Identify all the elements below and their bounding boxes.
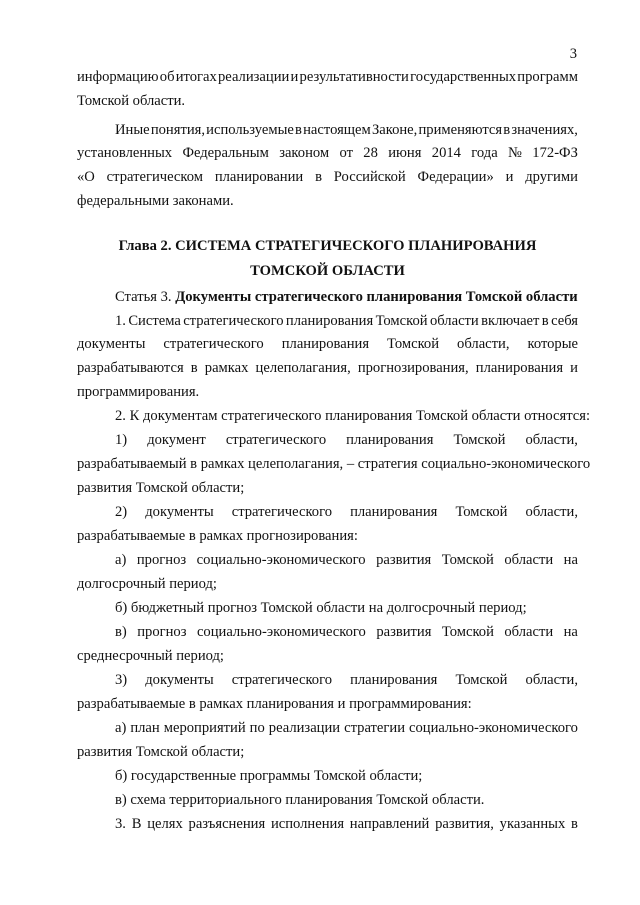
word: которые bbox=[527, 336, 578, 352]
word: Федерации» bbox=[417, 169, 494, 185]
text-line: федеральными законами. bbox=[77, 193, 234, 209]
word: стратегического bbox=[225, 432, 327, 448]
text-line: Томской области. bbox=[77, 93, 186, 109]
word: 3. bbox=[115, 816, 126, 832]
word: об bbox=[159, 69, 175, 85]
word: развития, bbox=[435, 816, 494, 832]
word: результативности bbox=[299, 69, 409, 85]
word: области bbox=[429, 313, 479, 329]
article-title: Документы стратегического планирования Томской области bbox=[175, 289, 578, 305]
word: государственных bbox=[410, 69, 517, 85]
word: Томской bbox=[455, 504, 508, 520]
word: Федеральным bbox=[182, 145, 269, 161]
word: по bbox=[249, 720, 265, 736]
text-line bbox=[115, 719, 578, 737]
text-line: б) бюджетный прогноз Томской области на долгосрочный период; bbox=[115, 600, 527, 616]
word: области bbox=[504, 552, 554, 568]
word: области, bbox=[457, 336, 510, 352]
text-line: б) государственные программы Томской области; bbox=[115, 768, 423, 784]
word: развития bbox=[376, 624, 432, 640]
word: используемые bbox=[206, 122, 294, 138]
word: Томской bbox=[441, 552, 494, 568]
word: направлений bbox=[349, 816, 430, 832]
word: планирования bbox=[350, 504, 438, 520]
article-prefix: Статья 3. bbox=[115, 289, 172, 305]
word: план bbox=[130, 720, 160, 736]
word: реализации bbox=[218, 69, 290, 85]
word: Система bbox=[128, 313, 181, 329]
word: и bbox=[290, 69, 299, 85]
word: развития bbox=[376, 552, 432, 568]
text-line: разрабатываемые в рамках планирования и программирования: bbox=[77, 696, 472, 712]
word: планирования bbox=[281, 336, 370, 352]
word: от bbox=[339, 145, 353, 161]
word: документы bbox=[145, 672, 214, 688]
word: социально-экономического bbox=[409, 720, 578, 736]
word: № bbox=[508, 145, 522, 161]
text-line bbox=[115, 121, 578, 139]
word: себя bbox=[551, 313, 578, 329]
word: стратегического bbox=[231, 672, 333, 688]
word: прогнозирования, bbox=[357, 360, 469, 376]
word: 1) bbox=[115, 432, 128, 448]
text-line: развития Томской области; bbox=[77, 744, 245, 760]
page-number: 3 bbox=[569, 46, 577, 62]
word: в bbox=[295, 122, 302, 138]
text-line: разрабатываемые в рамках прогнозирования: bbox=[77, 528, 358, 544]
word: включает bbox=[481, 313, 540, 329]
word: планирования bbox=[346, 432, 434, 448]
word: Томской bbox=[441, 624, 494, 640]
text-line: в) схема территориального планирования Томской области. bbox=[115, 792, 485, 808]
word: стратегического bbox=[231, 504, 333, 520]
text-line bbox=[77, 335, 578, 353]
word: в bbox=[190, 360, 198, 376]
text-line: долгосрочный период; bbox=[77, 576, 217, 592]
text-line bbox=[115, 623, 578, 641]
word: понятия, bbox=[150, 122, 205, 138]
word: в bbox=[315, 169, 322, 185]
word: значениях, bbox=[511, 122, 578, 138]
word: применяются bbox=[418, 122, 503, 138]
word: Томской bbox=[453, 432, 506, 448]
text-line bbox=[115, 671, 578, 689]
word: документы bbox=[77, 336, 146, 352]
word: 3) bbox=[115, 672, 128, 688]
word: Томской bbox=[375, 313, 428, 329]
text-line bbox=[77, 168, 578, 186]
word: другими bbox=[525, 169, 578, 185]
word: Российской bbox=[333, 169, 406, 185]
word: программ bbox=[517, 69, 578, 85]
word: а) bbox=[115, 720, 127, 736]
word: а) bbox=[115, 552, 127, 568]
word: планирования bbox=[350, 672, 438, 688]
word: разрабатываются bbox=[77, 360, 184, 376]
text-line bbox=[77, 144, 578, 162]
word: итогах bbox=[175, 69, 217, 85]
word: года bbox=[471, 145, 498, 161]
word: 1. bbox=[115, 313, 126, 329]
word: 2014 bbox=[431, 145, 461, 161]
word: документы bbox=[145, 504, 214, 520]
word: Законе, bbox=[371, 122, 418, 138]
word: Томской bbox=[387, 336, 440, 352]
word: июня bbox=[388, 145, 422, 161]
word: В bbox=[131, 816, 142, 832]
word: законом bbox=[279, 145, 330, 161]
text-line bbox=[115, 815, 578, 833]
text-line: среднесрочный период; bbox=[77, 648, 224, 664]
word: социально-экономического bbox=[196, 624, 366, 640]
text-line: 2. К документам стратегического планирования Томской области относятся: bbox=[115, 408, 591, 424]
word: установленных bbox=[77, 145, 173, 161]
word: рамках bbox=[204, 360, 249, 376]
text-line bbox=[77, 68, 578, 86]
word: стратегии bbox=[344, 720, 405, 736]
word: Томской bbox=[455, 672, 508, 688]
word: области, bbox=[525, 672, 578, 688]
word: области, bbox=[525, 504, 578, 520]
word: области bbox=[504, 624, 554, 640]
word: в bbox=[541, 313, 549, 329]
word: в) bbox=[115, 624, 127, 640]
text-line: программирования. bbox=[77, 384, 200, 400]
word: прогноз bbox=[136, 552, 187, 568]
word: планирования bbox=[475, 360, 564, 376]
chapter-title: Глава 2. СИСТЕМА СТРАТЕГИЧЕСКОГО ПЛАНИРОВАНИЯ bbox=[118, 238, 537, 254]
word: Иные bbox=[115, 122, 150, 138]
word: стратегического bbox=[183, 313, 284, 329]
word: мероприятий bbox=[163, 720, 246, 736]
word: информацию bbox=[77, 69, 159, 85]
word: стратегическом bbox=[106, 169, 204, 185]
word: «О bbox=[77, 169, 95, 185]
word: и bbox=[570, 360, 578, 376]
word: целях bbox=[147, 816, 183, 832]
word: планирования bbox=[285, 313, 374, 329]
word: 28 bbox=[363, 145, 378, 161]
word: разъяснения bbox=[188, 816, 266, 832]
word: стратегического bbox=[163, 336, 264, 352]
word: прогноз bbox=[137, 624, 187, 640]
word: и bbox=[505, 169, 514, 185]
word: 2) bbox=[115, 504, 128, 520]
article-heading bbox=[115, 288, 578, 306]
text-line bbox=[77, 359, 578, 377]
word: документ bbox=[147, 432, 206, 448]
word: 172-ФЗ bbox=[532, 145, 578, 161]
word: на bbox=[563, 552, 578, 568]
word: исполнения bbox=[270, 816, 345, 832]
text-line bbox=[115, 312, 578, 330]
word: планировании bbox=[214, 169, 304, 185]
text-line: развития Томской области; bbox=[77, 480, 245, 496]
word: в bbox=[571, 816, 578, 832]
chapter-title: ТОМСКОЙ ОБЛАСТИ bbox=[250, 263, 405, 279]
text-line: разрабатываемый в рамках целеполагания, – стратегия социально-экономического bbox=[77, 456, 591, 472]
word: целеполагания, bbox=[255, 360, 351, 376]
word: указанных bbox=[499, 816, 566, 832]
text-line bbox=[115, 503, 578, 521]
word: реализации bbox=[268, 720, 341, 736]
word: настоящем bbox=[303, 122, 371, 138]
word: социально-экономического bbox=[196, 552, 366, 568]
text-line bbox=[115, 551, 578, 569]
word: в bbox=[503, 122, 511, 138]
text-line bbox=[115, 431, 578, 449]
word: на bbox=[563, 624, 578, 640]
word: области, bbox=[525, 432, 578, 448]
